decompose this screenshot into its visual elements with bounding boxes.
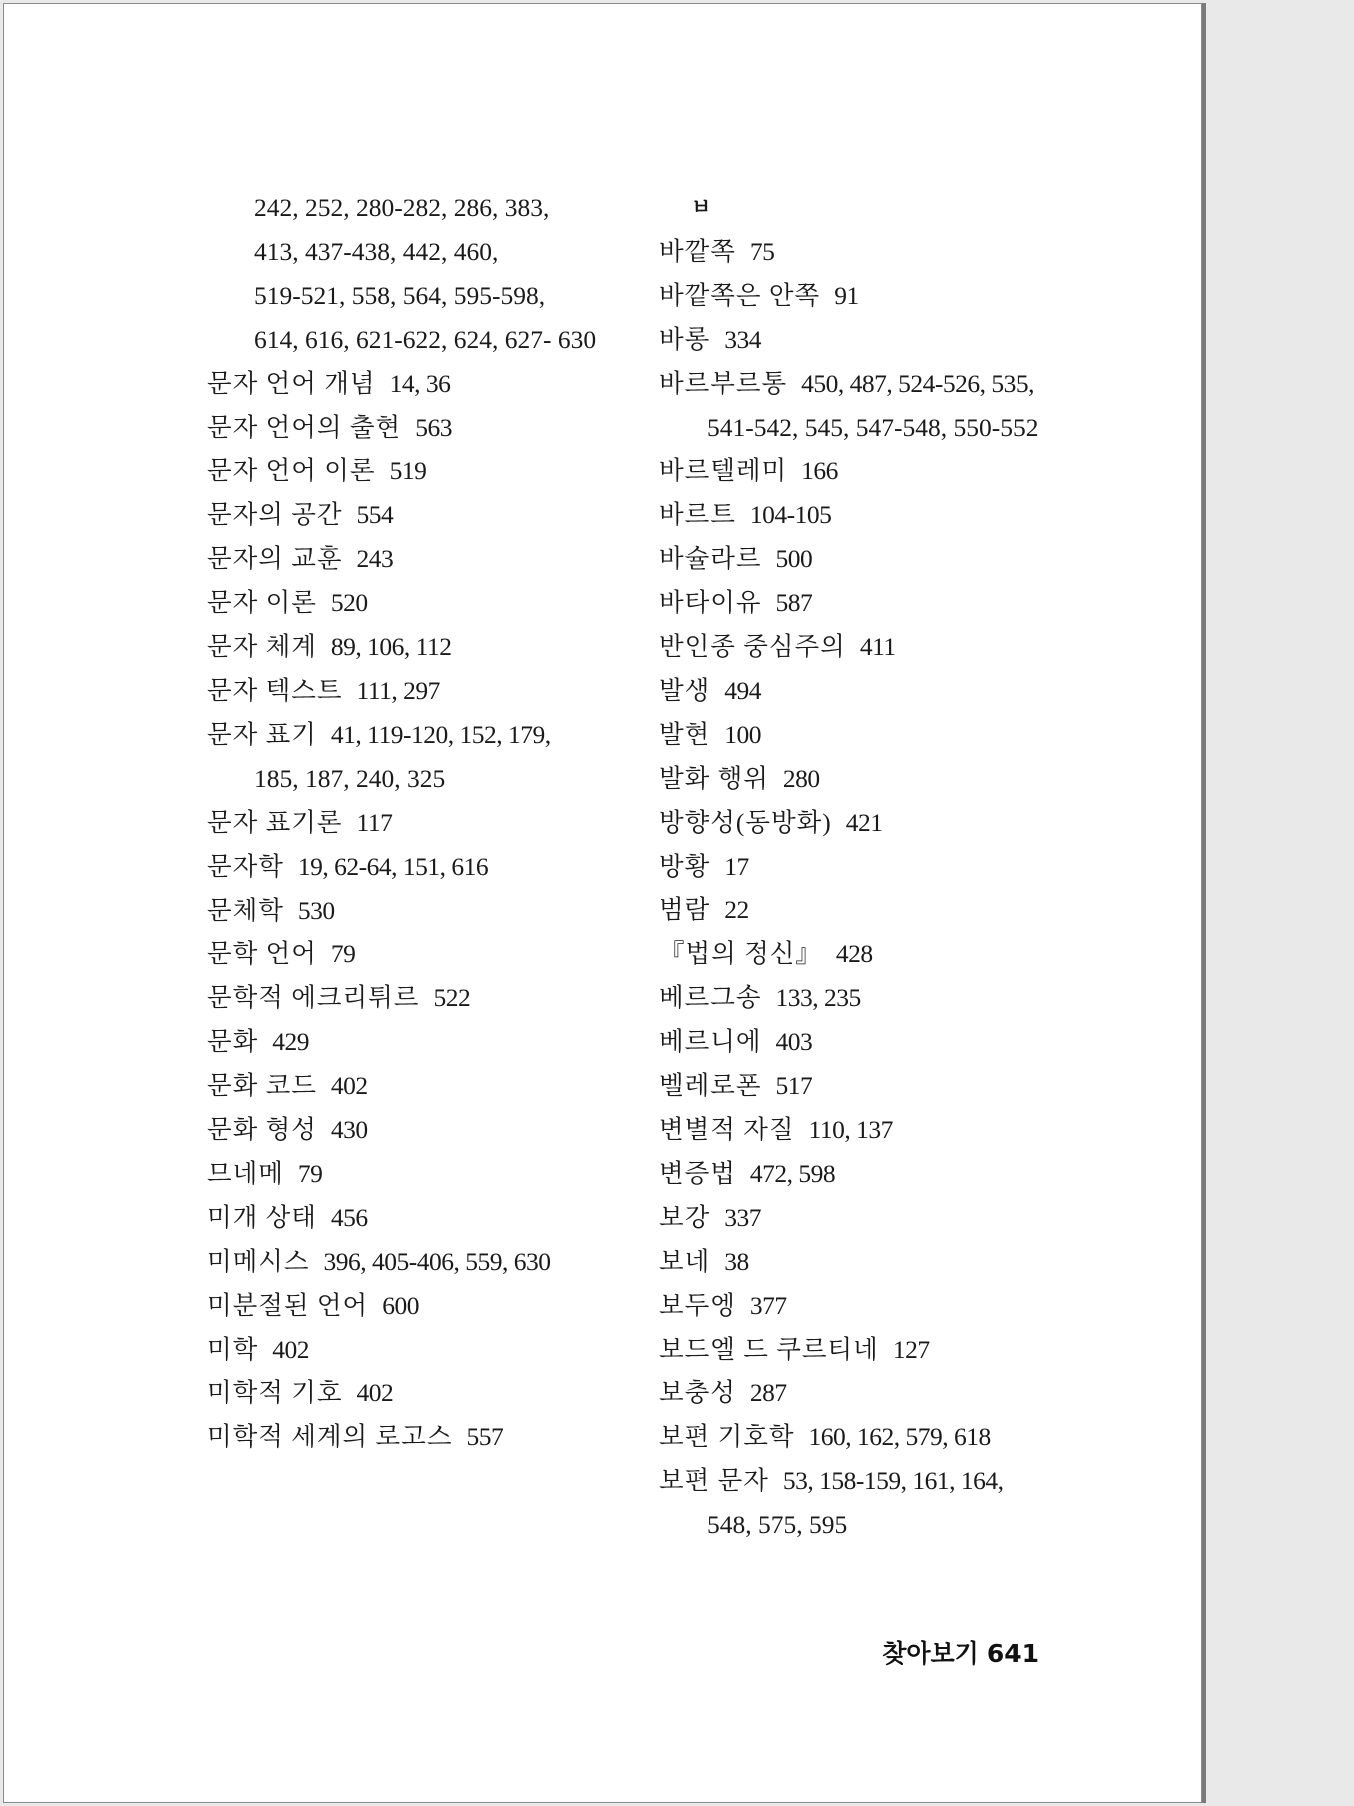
index-term: 문자 언어 이론 bbox=[207, 456, 376, 486]
index-term: 문학 언어 bbox=[207, 939, 317, 969]
index-pages: 19, 62-64, 151, 616 bbox=[297, 851, 489, 881]
index-pages: 22 bbox=[724, 895, 749, 925]
index-pages: 38 bbox=[724, 1246, 749, 1276]
index-entry bbox=[207, 801, 627, 845]
index-term: 문자 체계 bbox=[207, 632, 317, 662]
index-term: 문화 형성 bbox=[207, 1115, 317, 1145]
index-entry bbox=[207, 1196, 627, 1240]
index-pages: 396, 405-406, 559, 630 bbox=[323, 1246, 551, 1276]
index-entry bbox=[659, 537, 1119, 581]
index-term: 보네 bbox=[659, 1246, 711, 1276]
index-entry bbox=[207, 1240, 627, 1284]
index-term: 미메시스 bbox=[207, 1246, 310, 1276]
index-continuation-line: 548, 575, 595 bbox=[707, 1510, 848, 1540]
index-pages: 91 bbox=[834, 280, 859, 310]
index-entry bbox=[659, 274, 1119, 318]
index-pages: 334 bbox=[724, 324, 762, 354]
index-term: 바롱 bbox=[659, 324, 711, 354]
index-entry bbox=[659, 1459, 1119, 1503]
index-pages: 403 bbox=[775, 1027, 813, 1057]
index-pages: 500 bbox=[775, 544, 813, 574]
index-term: 미분절된 언어 bbox=[207, 1290, 369, 1320]
index-entry bbox=[207, 449, 627, 493]
index-entry bbox=[659, 1328, 1119, 1372]
index-pages: 89, 106, 112 bbox=[330, 632, 452, 662]
index-entry bbox=[207, 625, 627, 669]
index-continuation-line: 614, 616, 621-622, 624, 627- 630 bbox=[254, 324, 597, 354]
index-term: 문자 언어 개념 bbox=[207, 368, 376, 398]
index-continuation-line: 242, 252, 280-282, 286, 383, bbox=[254, 193, 550, 222]
index-entry bbox=[659, 1152, 1119, 1196]
index-pages: 79 bbox=[330, 939, 356, 969]
index-term: 벨레로폰 bbox=[659, 1071, 762, 1101]
index-entry bbox=[207, 669, 627, 713]
index-term: 문자의 공간 bbox=[207, 500, 343, 530]
index-entry bbox=[659, 801, 1119, 845]
footer-label: 찾아보기 bbox=[882, 1639, 979, 1668]
index-pages: 494 bbox=[724, 675, 762, 705]
index-pages: 104-105 bbox=[749, 500, 832, 530]
index-entry bbox=[207, 406, 627, 450]
index-pages: 587 bbox=[775, 588, 813, 618]
index-term: 바르트 bbox=[659, 500, 736, 530]
index-term: 문자 텍스트 bbox=[207, 675, 343, 705]
index-entry bbox=[659, 1064, 1119, 1108]
index-entry bbox=[659, 845, 1119, 889]
index-term: 발생 bbox=[659, 675, 711, 705]
index-entry bbox=[659, 449, 1119, 493]
index-term: 보편 문자 bbox=[659, 1466, 769, 1496]
index-term: 문자 표기 bbox=[207, 719, 317, 749]
index-term: 방향성(동방화) bbox=[659, 807, 832, 837]
index-term: 발화 행위 bbox=[659, 763, 769, 793]
index-entry bbox=[659, 757, 1119, 801]
index-pages: 337 bbox=[724, 1202, 762, 1232]
index-pages: 117 bbox=[356, 807, 393, 837]
index-term: 반인종 중심주의 bbox=[659, 632, 846, 662]
index-pages: 53, 158-159, 161, 164, bbox=[782, 1466, 1004, 1496]
index-pages: 110, 137 bbox=[808, 1115, 893, 1145]
index-pages: 17 bbox=[724, 851, 749, 881]
index-entry bbox=[207, 1328, 627, 1372]
index-entry bbox=[659, 1240, 1119, 1284]
index-pages: 450, 487, 524-526, 535, bbox=[801, 368, 1035, 398]
index-entry bbox=[207, 976, 627, 1020]
index-pages: 519 bbox=[389, 456, 427, 486]
index-entry bbox=[659, 625, 1119, 669]
index-entry bbox=[659, 713, 1119, 757]
page-footer bbox=[882, 1634, 1039, 1670]
index-pages: 456 bbox=[330, 1202, 368, 1232]
index-left-column bbox=[207, 186, 627, 1459]
index-continuation-line: 541-542, 545, 547-548, 550-552 bbox=[707, 412, 1039, 442]
index-continuation-line: 413, 437-438, 442, 460, bbox=[254, 236, 499, 266]
index-entry bbox=[659, 1415, 1119, 1459]
index-pages: 402 bbox=[356, 1378, 394, 1408]
index-term: 바깥쪽 bbox=[659, 236, 736, 266]
index-pages: 377 bbox=[749, 1290, 787, 1320]
index-term: 보강 bbox=[659, 1202, 711, 1232]
index-term: 바타이유 bbox=[659, 588, 762, 618]
index-entry bbox=[207, 1108, 627, 1152]
index-entry bbox=[659, 1284, 1119, 1328]
index-continuation-line: 185, 187, 240, 325 bbox=[254, 763, 446, 793]
index-term: 발현 bbox=[659, 719, 711, 749]
index-pages: 133, 235 bbox=[775, 983, 861, 1013]
index-pages: 520 bbox=[330, 588, 368, 618]
index-right-column bbox=[659, 186, 1119, 1547]
index-entry bbox=[207, 581, 627, 625]
book-page bbox=[3, 3, 1202, 1803]
index-term: 보드엘 드 쿠르티네 bbox=[659, 1334, 879, 1364]
index-pages: 243 bbox=[356, 544, 394, 574]
index-pages: 554 bbox=[356, 500, 394, 530]
index-term: 문자 이론 bbox=[207, 588, 317, 618]
index-term: 문자학 bbox=[207, 851, 284, 881]
index-pages: 472, 598 bbox=[749, 1158, 836, 1188]
index-entry bbox=[659, 581, 1119, 625]
index-term: 문자 언어의 출현 bbox=[207, 412, 402, 442]
index-pages: 430 bbox=[330, 1115, 368, 1145]
index-entry bbox=[207, 1415, 627, 1459]
index-term: 문자 표기론 bbox=[207, 807, 343, 837]
index-term: 베르그송 bbox=[659, 983, 762, 1013]
index-term: 미학적 기호 bbox=[207, 1378, 343, 1408]
index-entry bbox=[207, 845, 627, 889]
index-entry bbox=[207, 932, 627, 976]
index-pages: 421 bbox=[845, 807, 883, 837]
index-entry bbox=[207, 362, 627, 406]
index-pages: 517 bbox=[775, 1071, 813, 1101]
index-entry bbox=[659, 1108, 1119, 1152]
index-term: 바슐라르 bbox=[659, 544, 762, 574]
index-pages: 41, 119-120, 152, 179, bbox=[330, 719, 551, 749]
index-entry bbox=[659, 318, 1119, 362]
index-term: 미학 bbox=[207, 1334, 259, 1364]
index-term: 보두엥 bbox=[659, 1290, 736, 1320]
index-entry bbox=[659, 976, 1119, 1020]
index-pages: 127 bbox=[892, 1334, 930, 1364]
index-pages: 600 bbox=[382, 1290, 419, 1320]
index-entry bbox=[207, 1020, 627, 1064]
index-pages: 100 bbox=[724, 719, 762, 749]
index-entry bbox=[207, 1152, 627, 1196]
index-pages: 429 bbox=[272, 1027, 310, 1057]
index-term: 방황 bbox=[659, 851, 711, 881]
index-term: 『법의 정신』 bbox=[659, 939, 822, 969]
index-term: 베르니에 bbox=[659, 1027, 762, 1057]
index-pages: 280 bbox=[782, 763, 820, 793]
index-pages: 530 bbox=[297, 895, 335, 925]
index-entry bbox=[659, 888, 1119, 932]
index-term: 문화 코드 bbox=[207, 1071, 317, 1101]
index-entry bbox=[659, 1020, 1119, 1064]
index-entry bbox=[659, 1196, 1119, 1240]
index-pages: 402 bbox=[272, 1334, 310, 1364]
index-term: 므네메 bbox=[207, 1158, 284, 1188]
index-entry bbox=[207, 889, 627, 933]
index-term: 범람 bbox=[659, 895, 711, 925]
index-entry bbox=[207, 493, 627, 537]
index-entry bbox=[659, 1371, 1119, 1415]
index-pages: 160, 162, 579, 618 bbox=[808, 1422, 991, 1452]
index-term: 미개 상태 bbox=[207, 1202, 317, 1232]
index-entry bbox=[207, 713, 627, 757]
index-pages: 563 bbox=[415, 412, 452, 442]
index-pages: 111, 297 bbox=[356, 675, 440, 705]
index-pages: 287 bbox=[749, 1378, 787, 1408]
index-pages: 14, 36 bbox=[389, 368, 451, 398]
index-term: 문학적 에크리튀르 bbox=[207, 983, 420, 1013]
section-heading: ㅂ bbox=[691, 195, 712, 219]
index-term: 문체학 bbox=[207, 895, 284, 925]
index-pages: 428 bbox=[835, 939, 873, 969]
index-entry bbox=[659, 932, 1119, 976]
index-entry bbox=[659, 230, 1119, 274]
index-pages: 557 bbox=[466, 1422, 504, 1452]
index-pages: 75 bbox=[749, 236, 775, 266]
page-number: 641 bbox=[986, 1639, 1039, 1668]
index-entry bbox=[659, 493, 1119, 537]
index-pages: 402 bbox=[330, 1071, 368, 1101]
index-pages: 79 bbox=[297, 1158, 323, 1188]
index-entry bbox=[207, 1064, 627, 1108]
index-term: 변별적 자질 bbox=[659, 1115, 795, 1145]
index-term: 바르부르통 bbox=[659, 368, 788, 398]
index-term: 미학적 세계의 로고스 bbox=[207, 1422, 453, 1452]
index-term: 문화 bbox=[207, 1027, 259, 1057]
index-pages: 166 bbox=[801, 456, 838, 486]
index-term: 문자의 교훈 bbox=[207, 544, 343, 574]
index-entry bbox=[659, 669, 1119, 713]
index-pages: 411 bbox=[859, 632, 896, 662]
index-entry bbox=[207, 1371, 627, 1415]
index-term: 바깥쪽은 안쪽 bbox=[659, 280, 821, 310]
index-term: 보편 기호학 bbox=[659, 1422, 795, 1452]
index-term: 바르텔레미 bbox=[659, 456, 788, 486]
index-entry bbox=[659, 362, 1119, 406]
index-term: 변증법 bbox=[659, 1158, 736, 1188]
index-term: 보충성 bbox=[659, 1378, 736, 1408]
index-entry bbox=[207, 537, 627, 581]
index-continuation-line: 519-521, 558, 564, 595-598, bbox=[254, 280, 546, 310]
index-entry bbox=[207, 1284, 627, 1328]
index-pages: 522 bbox=[433, 983, 471, 1013]
